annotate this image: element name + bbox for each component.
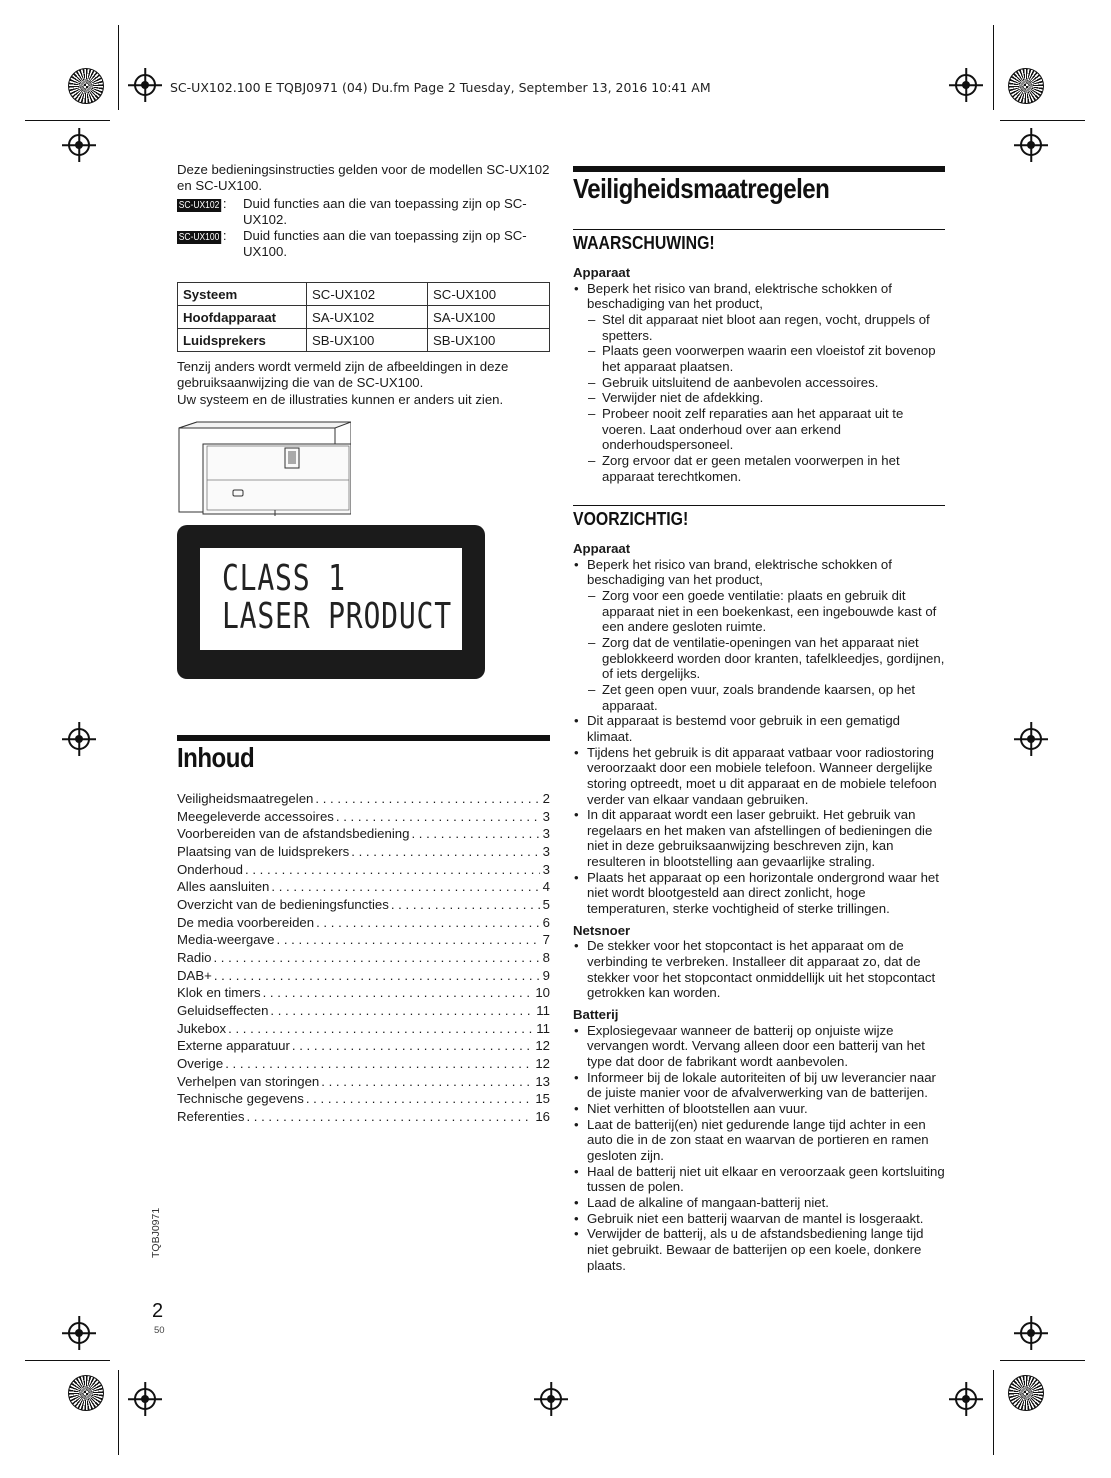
- caution-section: [573, 541, 948, 1273]
- toc-item[interactable]: Media-weergave . . . 7: [177, 931, 550, 949]
- table-cell: Hoofdapparaat: [178, 306, 307, 329]
- toc-item[interactable]: Verhelpen van storingen . . . 13: [177, 1073, 550, 1091]
- table-row: [178, 329, 550, 352]
- toc-item[interactable]: Veiligheidsmaatregelen . . . 2: [177, 790, 550, 808]
- toc-item[interactable]: Referenties . . . 16: [177, 1108, 550, 1126]
- subsection-rule: [573, 229, 945, 230]
- section-rule: [177, 735, 550, 741]
- document-code: TQBJ0971: [150, 1207, 162, 1258]
- toc-item[interactable]: DAB+ . . . 9: [177, 967, 550, 985]
- bullet-item: • Laat de batterij(en) niet gedurende lange tijd achter in een auto die in de zon staat en waarvan de portieren en ramen gesloten zijn.: [573, 1117, 948, 1164]
- registration-mark-icon: [68, 728, 90, 750]
- bullet-item: • Beperk het risico van brand, elektrische schokken of beschadiging van het product,: [573, 557, 948, 588]
- bullet-item: • Informeer bij de lokale autoriteiten of bij uw leverancier naar de juiste manier voor de afvalverwerking van de batterijen.: [573, 1070, 948, 1101]
- warning-section: [573, 265, 948, 484]
- page-sub-number: 50: [154, 1325, 165, 1336]
- model-table-wrap: [177, 282, 550, 352]
- registration-mark-icon: [1020, 134, 1042, 156]
- table-of-contents: [177, 790, 550, 1125]
- table-cell: SA-UX102: [307, 306, 428, 329]
- registration-mark-icon: [134, 74, 156, 96]
- model-note: SC-UX102 : Duid functies aan die van toepassing zijn op SC-UX102.: [177, 196, 550, 229]
- model-note: SC-UX100 : Duid functies aan die van toepassing zijn op SC-UX100.: [177, 228, 550, 261]
- dash-item: – Gebruik uitsluitend de aanbevolen accessoires.: [573, 375, 948, 391]
- model-note-text: Duid functies aan die van toepassing zijn op SC-UX102.: [243, 195, 527, 227]
- model-table: [177, 282, 550, 352]
- laser-label-line: LASER PRODUCT: [222, 596, 452, 637]
- dash-item: – Zorg dat de ventilatie-openingen van het apparaat niet geblokkeerd worden door kranten, tafelkleedjes, gordijnen, of iets dergelijks.: [573, 635, 948, 682]
- color-target-icon: [68, 68, 104, 104]
- registration-mark-icon: [1020, 1322, 1042, 1344]
- registration-mark-icon: [134, 1388, 156, 1410]
- registration-mark-icon: [955, 1388, 977, 1410]
- table-cell: SA-UX100: [428, 306, 550, 329]
- dash-item: – Zet geen open vuur, zoals brandende kaarsen, op het apparaat.: [573, 682, 948, 713]
- bullet-item: • De stekker voor het stopcontact is het apparaat om de verbinding te verbreken. Installeer dit apparaat zo, dat de stekker voor het stopcontact onmiddellijk uit het stopcontact getrokken kan worden.: [573, 938, 948, 1001]
- illustration-note-text: Tenzij anders wordt vermeld zijn de afbeeldingen in deze gebruiksaanwijzing die van de SC-UX100.: [177, 359, 509, 391]
- dash-item: – Probeer nooit zelf reparaties aan het apparaat uit te voeren. Laat onderhoud over aan erkend onderhoudspersoneel.: [573, 406, 948, 453]
- table-cell: Systeem: [178, 283, 307, 306]
- toc-title: Inhoud: [177, 742, 255, 773]
- bullet-item: • Niet verhitten of blootstellen aan vuur.: [573, 1101, 948, 1117]
- warning-heading: WAARSCHUWING!: [573, 233, 715, 253]
- toc-item[interactable]: Jukebox . . . 11: [177, 1020, 550, 1038]
- registration-mark-icon: [540, 1388, 562, 1410]
- bullet-item: • Laad de alkaline of mangaan-batterij niet.: [573, 1195, 948, 1211]
- toc-item[interactable]: De media voorbereiden . . . 6: [177, 914, 550, 932]
- registration-mark-icon: [68, 134, 90, 156]
- dash-item: – Plaats geen voorwerpen waarin een vloeistof zit bovenop het apparaat plaatsen.: [573, 343, 948, 374]
- color-target-icon: [68, 1375, 104, 1411]
- dash-item: – Zorg ervoor dat er geen metalen voorwerpen in het apparaat terechtkomen.: [573, 453, 948, 484]
- toc-item[interactable]: Externe apparatuur . . . 12: [177, 1037, 550, 1055]
- section-rule: [573, 166, 945, 172]
- bullet-item: • Haal de batterij niet uit elkaar en veroorzaak geen kortsluiting tussen de polen.: [573, 1164, 948, 1195]
- subheading: Apparaat: [573, 265, 631, 280]
- table-cell: SC-UX102: [307, 283, 428, 306]
- bullet-item: • In dit apparaat wordt een laser gebruikt. Het gebruik van regelaars en het maken van afstellingen of bedieningen die niet in deze gebruiksaanwijzing beschreven zijn, kan resulteren in blootstelling aan gevaarlijke straling.: [573, 807, 948, 870]
- subheading: Apparaat: [573, 541, 631, 556]
- laser-label-line: CLASS 1: [222, 558, 346, 599]
- illustration-note-text: Uw systeem en de illustraties kunnen er anders uit zien.: [177, 391, 504, 407]
- dash-item: – Verwijder niet de afdekking.: [573, 390, 948, 406]
- bullet-item: • Dit apparaat is bestemd voor gebruik in een gematigd klimaat.: [573, 713, 948, 744]
- table-cell: SC-UX100: [428, 283, 550, 306]
- table-cell: Luidsprekers: [178, 329, 307, 352]
- dash-item: – Stel dit apparaat niet bloot aan regen, vocht, druppels of spetters.: [573, 312, 948, 343]
- bullet-item: • Gebruik niet een batterij waarvan de mantel is losgeraakt.: [573, 1211, 948, 1227]
- subsection-rule: [573, 505, 945, 506]
- table-cell: SB-UX100: [428, 329, 550, 352]
- subheading: Batterij: [573, 1007, 619, 1023]
- toc-item[interactable]: Klok en timers . . . 10: [177, 984, 550, 1002]
- color-target-icon: [1008, 1375, 1044, 1411]
- table-row: [178, 306, 550, 329]
- bullet-item: • Verwijder de batterij, als u de afstandsbediening lange tijd niet gebruikt. Bewaar de batterijen op een koele, donkere plaats.: [573, 1226, 948, 1273]
- bullet-item: • Explosiegevaar wanneer de batterij op onjuiste wijze vervangen wordt. Vervang alleen door een batterij van het type dat door de fabrikant wordt aanbevolen.: [573, 1023, 948, 1070]
- toc-item[interactable]: Geluidseffecten . . . 11: [177, 1002, 550, 1020]
- toc-item[interactable]: Onderhoud . . . 3: [177, 861, 550, 879]
- bullet-item: • Beperk het risico van brand, elektrische schokken of beschadiging van het product,: [573, 281, 948, 312]
- registration-mark-icon: [955, 74, 977, 96]
- caution-heading: VOORZICHTIG!: [573, 509, 689, 529]
- toc-item[interactable]: Alles aansluiten . . . 4: [177, 878, 550, 896]
- bullet-item: • Tijdens het gebruik is dit apparaat vatbaar voor radiostoring veroorzaakt door een mobiele telefoon. Wanneer dergelijke storing optreedt, moet u dit apparaat en de mobiele telefoon verder van elkaar vandaan gebruiken.: [573, 745, 948, 808]
- toc-item[interactable]: Overige . . . 12: [177, 1055, 550, 1073]
- intro-section: [177, 162, 550, 261]
- toc-item[interactable]: Radio . . . 8: [177, 949, 550, 967]
- color-target-icon: [1008, 68, 1044, 104]
- dash-item: – Zorg voor een goede ventilatie: plaats en gebruik dit apparaat niet in een boekenkast, een ingebouwde kast of een andere gesloten ruimte.: [573, 588, 948, 635]
- illustration-note: [177, 359, 550, 408]
- toc-item[interactable]: Overzicht van de bedieningsfuncties . . . 5: [177, 896, 550, 914]
- file-header: SC-UX102.100 E TQBJ0971 (04) Du.fm Page 2 Tuesday, September 13, 2016 10:41 AM: [170, 80, 711, 95]
- table-row: [178, 283, 550, 306]
- toc-item[interactable]: Plaatsing van de luidsprekers . . . 3: [177, 843, 550, 861]
- page-number: 2: [152, 1300, 164, 1322]
- registration-mark-icon: [1020, 728, 1042, 750]
- device-illustration: [177, 420, 351, 516]
- bullet-item: • Plaats het apparaat op een horizontale ondergrond waar het niet wordt blootgesteld aan direct zonlicht, hoge temperaturen, sterke vochtigheid of sterke trillingen.: [573, 870, 948, 917]
- subheading: Netsnoer: [573, 922, 631, 938]
- intro-text: Deze bedieningsinstructies gelden voor de modellen SC-UX102 en SC-UX100.: [177, 162, 550, 194]
- toc-item[interactable]: Meegeleverde accessoires . . . 3: [177, 808, 550, 826]
- toc-item[interactable]: Technische gegevens . . . 15: [177, 1090, 550, 1108]
- model-note-text: Duid functies aan die van toepassing zijn op SC-UX100.: [243, 228, 527, 260]
- laser-class-label: [177, 525, 485, 679]
- table-cell: SB-UX100: [307, 329, 428, 352]
- safety-title: Veiligheidsmaatregelen: [573, 173, 830, 204]
- registration-mark-icon: [68, 1322, 90, 1344]
- toc-item[interactable]: Voorbereiden van de afstandsbediening . . . 3: [177, 825, 550, 843]
- model-tag: SC-UX100: [178, 232, 220, 244]
- model-tag: SC-UX102: [178, 199, 220, 211]
